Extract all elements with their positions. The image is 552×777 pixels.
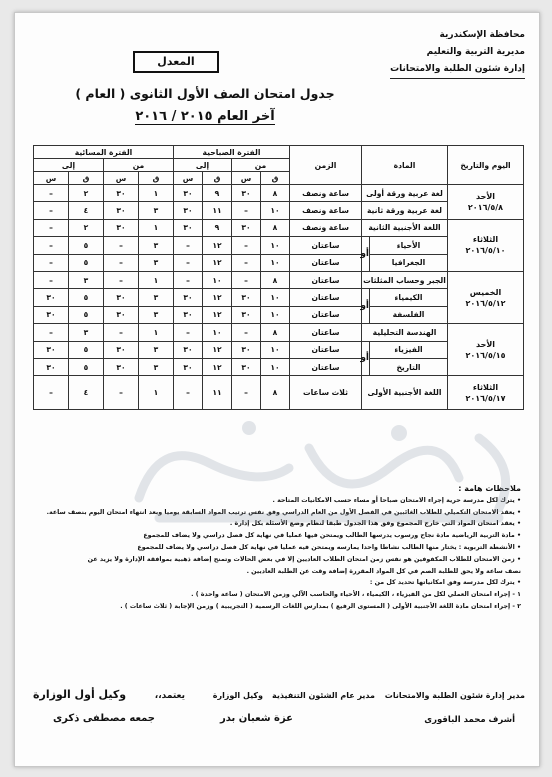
note-line: نصف ساعة ولا يحق للطلبة الصم في كل المواد المقررة إضافة وقت عن الطلبة العاديين . [246, 567, 521, 575]
note-line: • يترك لكل مدرسة حرية إجراء الامتحان صباحا أو مساء حسب الامكانيات المتاحة . [272, 496, 521, 504]
time-cell: ٣٠ [34, 358, 69, 375]
time-cell: ٩ [203, 219, 232, 236]
time-cell: ٣٠ [104, 289, 139, 306]
time-cell: – [174, 376, 203, 410]
time-cell: ٣٠ [34, 289, 69, 306]
time-cell: ٣٠ [104, 358, 139, 375]
duration-cell: ساعتان [290, 237, 362, 254]
time-cell: – [34, 254, 69, 271]
time-cell: ٥ [69, 237, 104, 254]
time-cell: ٣ [139, 237, 174, 254]
header-from: من [232, 159, 290, 172]
time-cell: ٣٠ [104, 185, 139, 202]
subject-cell: لغة عربية ورقة ثانية [362, 202, 448, 219]
time-cell: ٣ [139, 254, 174, 271]
time-cell: – [174, 271, 203, 288]
time-cell: – [104, 271, 139, 288]
subject-cell: الفلسفة [370, 306, 448, 323]
time-cell: ٨ [261, 324, 290, 341]
time-cell: ١٢ [203, 341, 232, 358]
duration-cell: ثلاث ساعات [290, 376, 362, 410]
time-cell: ١٠ [261, 237, 290, 254]
time-cell: ١٠ [261, 289, 290, 306]
time-cell: – [104, 254, 139, 271]
time-cell: – [104, 376, 139, 410]
time-cell: ١٢ [203, 254, 232, 271]
table-row [34, 271, 524, 288]
time-cell: ١١ [203, 376, 232, 410]
governorate-label: محافظة الإسكندرية [439, 30, 525, 40]
note-line: • يعقد الامتحان التكميلي للطلاب الغائبين في الفصل الأول من العام الدراسي وفق نفس ترتيب المواد السابقة يوميا وبعد انتهاء امتحان اليوم بنصف ساعة. [46, 508, 521, 516]
header-s: س [104, 172, 139, 185]
time-cell: ٣٠ [104, 306, 139, 323]
time-cell: ٣٠ [174, 341, 203, 358]
time-cell: ٣٠ [174, 202, 203, 219]
or-label: أو [362, 289, 370, 324]
header-q: ق [139, 172, 174, 185]
duration-cell: ساعتان [290, 271, 362, 288]
header-day: اليوم والتاريخ [448, 146, 524, 185]
time-cell: ٨ [261, 271, 290, 288]
time-cell: – [232, 271, 261, 288]
directorate-label: مديرية التربية والتعليم [426, 47, 525, 57]
signatory-name: أشرف محمد الباقورى [424, 715, 515, 725]
time-cell: ١٢ [203, 306, 232, 323]
header-to: إلى [174, 159, 232, 172]
note-line: • زمن الامتحان للطلاب المكفوفين هو نفس زمن امتحان الطلاب العاديين إلا في بعض الحالات وتمنح إضافة ذهبية بموافقة الإدارة ولا يزيد عن [87, 555, 521, 563]
header-to: إلى [34, 159, 104, 172]
note-line: ٢ - إجراء امتحان مادة اللغة الأجنبية الأولى ( المستوى الرفيع ) بمدارس اللغات الرسمية ( التجريبية ) وزمن الإجابة ( ثلاث ساعات ) . [120, 602, 521, 610]
or-label: أو [362, 237, 370, 272]
duration-cell: ساعتان [290, 358, 362, 375]
time-cell: ١١ [203, 202, 232, 219]
duration-cell: ساعتان [290, 306, 362, 323]
time-cell: – [232, 202, 261, 219]
time-cell: ٣٠ [174, 185, 203, 202]
time-cell: ٥ [69, 289, 104, 306]
document-page [14, 12, 540, 767]
subject-cell: الجبر وحساب المثلثات [362, 271, 448, 288]
time-cell: ٣٠ [174, 289, 203, 306]
header-evening: الفترة المسائية [34, 146, 174, 159]
subject-cell: الهندسة التحليلية [362, 324, 448, 341]
subject-cell: الكيمياء [370, 289, 448, 306]
time-cell: ١ [139, 324, 174, 341]
header-s: س [174, 172, 203, 185]
time-cell: – [34, 237, 69, 254]
time-cell: – [232, 237, 261, 254]
time-cell: – [34, 324, 69, 341]
duration-cell: ساعتان [290, 341, 362, 358]
time-cell: ٣٠ [232, 341, 261, 358]
time-cell: ٤ [69, 376, 104, 410]
time-cell: ٣٠ [232, 306, 261, 323]
time-cell: ٩ [203, 185, 232, 202]
time-cell: ١ [139, 376, 174, 410]
signature-title: وكيل الوزارة [212, 691, 263, 700]
time-cell: ٣ [69, 271, 104, 288]
time-cell: ٥ [69, 306, 104, 323]
duration-cell: ساعتان [290, 289, 362, 306]
time-cell: ١٠ [261, 306, 290, 323]
approval-label: يعتمد،، [154, 691, 185, 701]
duration-cell: ساعة ونصف [290, 202, 362, 219]
time-cell: – [174, 237, 203, 254]
signature-title: مدير إدارة شئون الطلبة والامتحانات [384, 691, 525, 700]
time-cell: ١٠ [203, 271, 232, 288]
header-from: من [104, 159, 174, 172]
note-line: • يعقد امتحان المواد التي خارج المجموع وفق هذا الجدول طبقا لنظام وضع الأسئلة بكل إدارة . [229, 520, 521, 528]
signatory-name: عزة شعبان بدر [219, 713, 293, 724]
time-cell: ٣ [139, 202, 174, 219]
header-duration: الزمن [290, 146, 362, 185]
header-q: ق [203, 172, 232, 185]
time-cell: ١ [139, 185, 174, 202]
time-cell: – [232, 376, 261, 410]
department-label: إدارة شئون الطلبة والامتحانات [390, 61, 525, 79]
time-cell: ٣ [139, 358, 174, 375]
notes-title: ملاحظات هامة : [458, 484, 521, 493]
duration-cell: ساعة ونصف [290, 219, 362, 236]
time-cell: ٣ [139, 341, 174, 358]
table-row [34, 376, 524, 410]
time-cell: ٣٠ [174, 306, 203, 323]
or-label: أو [362, 341, 370, 376]
table-row [34, 324, 524, 341]
table-row [34, 185, 524, 202]
time-cell: – [34, 219, 69, 236]
time-cell: – [174, 324, 203, 341]
time-cell: ١٢ [203, 358, 232, 375]
subject-cell: الفيزياء [370, 341, 448, 358]
header-q: ق [69, 172, 104, 185]
time-cell: ٣٠ [34, 306, 69, 323]
time-cell: ١ [139, 271, 174, 288]
subject-cell: الجغرافيا [370, 254, 448, 271]
time-cell: ١٠ [261, 358, 290, 375]
exam-schedule-table [33, 145, 524, 410]
time-cell: – [34, 376, 69, 410]
time-cell: ٣٠ [104, 341, 139, 358]
time-cell: ١٠ [261, 202, 290, 219]
time-cell: ٨ [261, 376, 290, 410]
day-cell: الأحد ٢٠١٦/٥/١٥ [448, 324, 524, 376]
time-cell: ١٠ [261, 254, 290, 271]
duration-cell: ساعتان [290, 254, 362, 271]
duration-cell: ساعة ونصف [290, 185, 362, 202]
day-cell: الثلاثاء ٢٠١٦/٥/١٧ [448, 376, 524, 410]
time-cell: ١٢ [203, 237, 232, 254]
time-cell: – [232, 324, 261, 341]
day-cell: الأحد ٢٠١٦/٥/٨ [448, 185, 524, 220]
subject-cell: اللغة الأجنبية الثانية [362, 219, 448, 236]
document-subtitle: آخر العام ٢٠١٥ / ٢٠١٦ [135, 109, 275, 124]
time-cell: ٣ [139, 306, 174, 323]
time-cell: ٣٠ [104, 219, 139, 236]
time-cell: – [34, 271, 69, 288]
header-morning: الفترة الصباحية [174, 146, 290, 159]
note-line: ١ - إجراء امتحان العملي لكل من الفيزياء ، الكيمياء ، الأحياء والحاسب الآلي وزمن الامتحان ( ساعة واحدة ) . [191, 591, 521, 599]
duration-cell: ساعتان [290, 324, 362, 341]
time-cell: ٣ [139, 289, 174, 306]
header-s: س [34, 172, 69, 185]
note-line: • الأنشطة التربوية : يختار منها الطالب نشاطا واحدا يمارسه ويمتحن فيه عمليا في نهاية كل فصل دراسي ولا يضاف للمجموع [137, 543, 521, 551]
time-cell: ٢ [69, 219, 104, 236]
time-cell: – [174, 254, 203, 271]
time-cell: ٤ [69, 202, 104, 219]
time-cell: ٨ [261, 185, 290, 202]
time-cell: ٣٠ [174, 219, 203, 236]
time-cell: ٣ [69, 324, 104, 341]
amended-badge: المعدل [133, 51, 219, 73]
time-cell: ٥ [69, 358, 104, 375]
time-cell: ٣٠ [232, 358, 261, 375]
day-cell: الثلاثاء ٢٠١٦/٥/١٠ [448, 219, 524, 271]
time-cell: – [34, 185, 69, 202]
time-cell: ٨ [261, 219, 290, 236]
time-cell: ٣٠ [232, 185, 261, 202]
time-cell: ٣٠ [34, 341, 69, 358]
time-cell: ١٠ [203, 324, 232, 341]
note-line: • يترك لكل مدرسة وفق امكانياتها تحديد كل من : [369, 579, 521, 587]
header-subject: المادة [362, 146, 448, 185]
table-row [34, 219, 524, 236]
time-cell: ٣٠ [232, 289, 261, 306]
note-line: • مادة التربية الرياضية مادة نجاح ورسوب يدرسها الطالب ويمتحن فيها عمليا في نهاية كل فصل دراسي ولا يضاف للمجموع [143, 532, 521, 540]
time-cell: ٥ [69, 254, 104, 271]
signature-title: مدير عام الشئون التنفيذية [271, 691, 375, 700]
header-q: ق [261, 172, 290, 185]
subject-cell: الأحياء [370, 237, 448, 254]
signature-title: وكيل أول الوزارة [33, 688, 127, 701]
time-cell: ١ [139, 219, 174, 236]
day-cell: الخميس ٢٠١٦/٥/١٢ [448, 271, 524, 323]
subject-cell: التاريخ [370, 358, 448, 375]
letterhead [390, 27, 525, 79]
time-cell: ٣٠ [232, 219, 261, 236]
header-s: س [232, 172, 261, 185]
time-cell: – [34, 202, 69, 219]
time-cell: – [104, 237, 139, 254]
time-cell: ١٠ [261, 341, 290, 358]
time-cell: ١٢ [203, 289, 232, 306]
time-cell: ٢ [69, 185, 104, 202]
time-cell: – [232, 254, 261, 271]
time-cell: ٣٠ [104, 202, 139, 219]
signatory-name: جمعه مصطفى ذكرى [53, 713, 156, 724]
subject-cell: لغة عربية ورقة أولى [362, 185, 448, 202]
document-title: جدول امتحان الصف الأول الثانوى ( العام ) [75, 86, 335, 101]
time-cell: – [104, 324, 139, 341]
subject-cell: اللغة الأجنبية الأولى [362, 376, 448, 410]
time-cell: ٣٠ [174, 358, 203, 375]
time-cell: ٥ [69, 341, 104, 358]
notes-section [29, 483, 521, 613]
